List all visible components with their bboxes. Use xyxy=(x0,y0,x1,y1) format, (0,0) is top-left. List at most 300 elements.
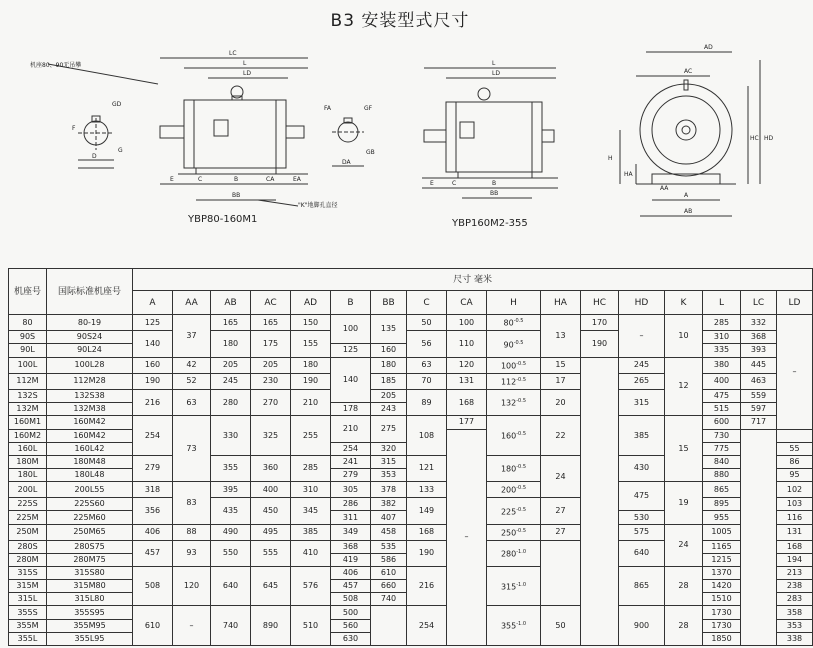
cell-frame: 225S xyxy=(9,498,47,511)
cell-ad: 190 xyxy=(291,373,331,389)
cell-frame: 250M xyxy=(9,524,47,540)
cell-aa: 83 xyxy=(173,482,211,525)
cell-b: 286 xyxy=(331,498,371,511)
cell-l: 1730 xyxy=(703,606,741,619)
cell-bb: 315 xyxy=(371,455,407,468)
cell-k: 12 xyxy=(665,357,703,416)
cell-l: 1215 xyxy=(703,553,741,566)
dim-ea: EA xyxy=(293,176,301,183)
header-col-hc: HC xyxy=(581,291,619,315)
cell-ab: 280 xyxy=(211,390,251,416)
cell-frame: 132M xyxy=(9,403,47,416)
cell-iec: 100L28 xyxy=(47,357,133,373)
cell-h: $250^{-0.5}$ xyxy=(487,524,541,540)
cell-aa: 63 xyxy=(173,390,211,416)
cell-hd: 640 xyxy=(619,540,665,566)
cell-ac: 165 xyxy=(251,315,291,331)
dim-b: B xyxy=(234,176,239,183)
tolerance: -0.5 xyxy=(516,527,527,534)
cell-ha: 13 xyxy=(541,315,581,358)
header-col-bb: BB xyxy=(371,291,407,315)
cell-ac: 495 xyxy=(251,524,291,540)
cell-iec: 90S24 xyxy=(47,331,133,344)
cell-ab: 550 xyxy=(211,540,251,566)
cell-ca: 110 xyxy=(447,331,487,357)
cell-ac: 645 xyxy=(251,567,291,606)
cell-lc: 559 xyxy=(741,390,777,403)
cell-aa: 120 xyxy=(173,567,211,606)
dim-aa: AA xyxy=(660,185,669,192)
dim-e: E xyxy=(170,176,174,183)
dim-h: H xyxy=(608,155,613,162)
cell-aa: 42 xyxy=(173,357,211,373)
cell-b: 508 xyxy=(331,593,371,606)
header-col-k: K xyxy=(665,291,703,315)
cell-bb: 320 xyxy=(371,442,407,455)
cell-frame: 160M2 xyxy=(9,429,47,442)
header-frame: 机座号 xyxy=(9,269,47,315)
dim-l2: L xyxy=(492,60,496,67)
cell-c: 254 xyxy=(407,606,447,646)
cell-ab: 245 xyxy=(211,373,251,389)
cell-ld: 358 xyxy=(777,606,813,619)
cell-b: 311 xyxy=(331,511,371,524)
cell-aa: 88 xyxy=(173,524,211,540)
cell-ab: 355 xyxy=(211,455,251,481)
dim-ad: AD xyxy=(704,44,713,51)
cell-k: 28 xyxy=(665,567,703,606)
cell-ld: 55 xyxy=(777,442,813,455)
cell-ac: 230 xyxy=(251,373,291,389)
cell-c: 63 xyxy=(407,357,447,373)
cell-a: 406 xyxy=(133,524,173,540)
caption-left: YBP80-160M1 xyxy=(188,214,258,225)
header-col-a: A xyxy=(133,291,173,315)
cell-iec: 160M42 xyxy=(47,429,133,442)
cell-c: 89 xyxy=(407,390,447,416)
cell-iec: 160L42 xyxy=(47,442,133,455)
cell-bb: 458 xyxy=(371,524,407,540)
cell-ad: 410 xyxy=(291,540,331,566)
cell-k: 28 xyxy=(665,606,703,646)
dim-d: D xyxy=(92,153,97,160)
cell-ac: 555 xyxy=(251,540,291,566)
cell-bb: 205 xyxy=(371,390,407,403)
header-col-c: C xyxy=(407,291,447,315)
cell-frame: 280M xyxy=(9,553,47,566)
cell-l: 1420 xyxy=(703,580,741,593)
cell-k: 15 xyxy=(665,416,703,482)
cell-bb: 243 xyxy=(371,403,407,416)
cell-ha: 24 xyxy=(541,455,581,498)
cell-ld: 194 xyxy=(777,553,813,566)
cell-lc: 597 xyxy=(741,403,777,416)
cell-ld: 353 xyxy=(777,619,813,632)
header-col-ca: CA xyxy=(447,291,487,315)
dim-lc: LC xyxy=(229,50,237,57)
cell-iec: 280S75 xyxy=(47,540,133,553)
cell-iec: 180M48 xyxy=(47,455,133,468)
cell-hd: 530 xyxy=(619,511,665,524)
cell-ab: 490 xyxy=(211,524,251,540)
cell-l: 775 xyxy=(703,442,741,455)
cell-ld: 86 xyxy=(777,455,813,468)
cell-l: 865 xyxy=(703,482,741,498)
header-col-ac: AC xyxy=(251,291,291,315)
cell-a: 254 xyxy=(133,416,173,455)
cell-hc: 190 xyxy=(581,331,619,357)
cell-b: 125 xyxy=(331,344,371,357)
dim-ld2: LD xyxy=(492,70,500,77)
cell-ad: 210 xyxy=(291,390,331,416)
drawing-end-view xyxy=(600,40,790,230)
cell-ca: 168 xyxy=(447,390,487,416)
cell-ab: 395 xyxy=(211,482,251,498)
cell-ab: 180 xyxy=(211,331,251,357)
cell-c: 133 xyxy=(407,482,447,498)
cell-hd: 385 xyxy=(619,416,665,455)
cell-ab: 740 xyxy=(211,606,251,646)
dim-c2: C xyxy=(452,180,457,187)
cell-ha: 20 xyxy=(541,390,581,416)
cell-aa: 37 xyxy=(173,315,211,358)
cell-l: 880 xyxy=(703,468,741,481)
cell-aa: – xyxy=(173,606,211,646)
cell-h: $315^{-1.0}$ xyxy=(487,567,541,606)
cell-l: 285 xyxy=(703,315,741,331)
cell-bb xyxy=(371,606,407,646)
cell-frame: 180M xyxy=(9,455,47,468)
tolerance: -1.0 xyxy=(516,549,527,556)
cell-ad: 510 xyxy=(291,606,331,646)
cell-c: 70 xyxy=(407,373,447,389)
dim-a: A xyxy=(684,192,689,199)
cell-c: 190 xyxy=(407,540,447,566)
cell-hd: 900 xyxy=(619,606,665,646)
cell-l: 1005 xyxy=(703,524,741,540)
cell-a: 279 xyxy=(133,455,173,481)
cell-lc: 445 xyxy=(741,357,777,373)
dim-e2: E xyxy=(430,180,434,187)
cell-frame: 90L xyxy=(9,344,47,357)
table-body xyxy=(9,315,813,646)
cell-ld: – xyxy=(777,315,813,430)
cell-c: 149 xyxy=(407,498,447,524)
cell-ab: 165 xyxy=(211,315,251,331)
cell-c: 216 xyxy=(407,567,447,606)
cell-lc: 368 xyxy=(741,331,777,344)
cell-frame: 100L xyxy=(9,357,47,373)
cell-l: 1850 xyxy=(703,632,741,645)
table-row xyxy=(9,315,813,331)
cell-h: $280^{-1.0}$ xyxy=(487,540,541,566)
cell-bb: 660 xyxy=(371,580,407,593)
header-col-hd: HD xyxy=(619,291,665,315)
cell-a: 610 xyxy=(133,606,173,646)
header-col-ld: LD xyxy=(777,291,813,315)
cell-ld: 102 xyxy=(777,482,813,498)
cell-a: 125 xyxy=(133,315,173,331)
dim-hd: HD xyxy=(764,135,774,142)
cell-bb: 185 xyxy=(371,373,407,389)
cell-ld: 283 xyxy=(777,593,813,606)
cell-ha: 22 xyxy=(541,416,581,455)
header-col-ab: AB xyxy=(211,291,251,315)
cell-bb: 378 xyxy=(371,482,407,498)
note-frame: 机座80、90无吊攀 xyxy=(30,62,82,69)
cell-h: $132^{-0.5}$ xyxy=(487,390,541,416)
cell-b: 305 xyxy=(331,482,371,498)
cell-iec: 280M75 xyxy=(47,553,133,566)
cell-b: 100 xyxy=(331,315,371,344)
cell-lc: 463 xyxy=(741,373,777,389)
dim-gf: GF xyxy=(364,105,373,112)
tolerance: -0.5 xyxy=(516,360,527,367)
cell-ca: – xyxy=(447,429,487,645)
cell-hc: 170 xyxy=(581,315,619,331)
cell-iec: 160M42 xyxy=(47,416,133,429)
dim-gb: GB xyxy=(366,149,375,156)
cell-hd: 430 xyxy=(619,455,665,481)
cell-a: 140 xyxy=(133,331,173,357)
cell-ld xyxy=(777,429,813,442)
cell-lc: 332 xyxy=(741,315,777,331)
cell-aa: 73 xyxy=(173,416,211,482)
dim-g: G xyxy=(118,147,123,154)
cell-l: 1370 xyxy=(703,567,741,580)
cell-frame: 90S xyxy=(9,331,47,344)
dim-ab: AB xyxy=(684,208,693,215)
cell-iec: 315M80 xyxy=(47,580,133,593)
cell-aa: 52 xyxy=(173,373,211,389)
cell-ad: 255 xyxy=(291,416,331,455)
dim-l: L xyxy=(243,60,247,67)
cell-ld: 116 xyxy=(777,511,813,524)
cell-aa: 93 xyxy=(173,540,211,566)
cell-ac: 325 xyxy=(251,416,291,455)
cell-bb: 740 xyxy=(371,593,407,606)
cell-lc: 717 xyxy=(741,416,777,429)
cell-iec: 132M38 xyxy=(47,403,133,416)
cell-iec: 355L95 xyxy=(47,632,133,645)
cell-iec: 200L55 xyxy=(47,482,133,498)
cell-ab: 330 xyxy=(211,416,251,455)
cell-ld: 238 xyxy=(777,580,813,593)
cell-h: $112^{-0.5}$ xyxy=(487,373,541,389)
dim-da: DA xyxy=(342,159,351,166)
cell-l: 515 xyxy=(703,403,741,416)
page-title: B3 安装型式尺寸 xyxy=(330,11,470,31)
cell-iec: 80-19 xyxy=(47,315,133,331)
tolerance: -1.0 xyxy=(516,621,527,628)
table-row xyxy=(9,416,813,429)
cell-ac: 205 xyxy=(251,357,291,373)
cell-b: 419 xyxy=(331,553,371,566)
cell-a: 318 xyxy=(133,482,173,498)
header-col-ha: HA xyxy=(541,291,581,315)
tolerance: -0.5 xyxy=(516,464,527,471)
cell-b: 210 xyxy=(331,416,371,442)
cell-b: 140 xyxy=(331,357,371,403)
cell-b: 630 xyxy=(331,632,371,645)
cell-frame: 200L xyxy=(9,482,47,498)
cell-l: 1165 xyxy=(703,540,741,553)
header-col-l: L xyxy=(703,291,741,315)
cell-ac: 400 xyxy=(251,482,291,498)
cell-b: 241 xyxy=(331,455,371,468)
cell-bb: 135 xyxy=(371,315,407,344)
cell-frame: 180L xyxy=(9,468,47,481)
dim-gd: GD xyxy=(112,101,122,108)
cell-ha xyxy=(541,540,581,606)
cell-bb: 275 xyxy=(371,416,407,442)
cell-h: $225^{-0.5}$ xyxy=(487,498,541,524)
cell-h: $180^{-0.5}$ xyxy=(487,455,541,481)
table-row xyxy=(9,524,813,540)
cell-ld: 168 xyxy=(777,540,813,553)
cell-l: 730 xyxy=(703,429,741,442)
cell-iec: 355S95 xyxy=(47,606,133,619)
cell-lc: 393 xyxy=(741,344,777,357)
note-holes: "K"地脚孔直径 xyxy=(298,202,338,209)
drawing-middle xyxy=(322,54,562,204)
cell-frame: 160M1 xyxy=(9,416,47,429)
cell-l: 400 xyxy=(703,373,741,389)
dim-ca: CA xyxy=(266,176,275,183)
cell-frame: 132S xyxy=(9,390,47,403)
cell-frame: 112M xyxy=(9,373,47,389)
cell-frame: 80 xyxy=(9,315,47,331)
dim-bb2: BB xyxy=(490,190,499,197)
cell-ld: 213 xyxy=(777,567,813,580)
cell-a: 160 xyxy=(133,357,173,373)
tolerance: -0.5 xyxy=(513,339,524,346)
cell-frame: 355L xyxy=(9,632,47,645)
cell-ac: 270 xyxy=(251,390,291,416)
cell-iec: 132S38 xyxy=(47,390,133,403)
cell-l: 380 xyxy=(703,357,741,373)
header-col-b: B xyxy=(331,291,371,315)
cell-ac: 360 xyxy=(251,455,291,481)
dim-ha: HA xyxy=(624,171,633,178)
cell-hc xyxy=(581,357,619,645)
cell-b: 500 xyxy=(331,606,371,619)
cell-l: 310 xyxy=(703,331,741,344)
cell-ld: 131 xyxy=(777,524,813,540)
cell-c: 168 xyxy=(407,524,447,540)
cell-c: 50 xyxy=(407,315,447,331)
cell-hd: 265 xyxy=(619,373,665,389)
cell-bb: 407 xyxy=(371,511,407,524)
cell-iec: 90L24 xyxy=(47,344,133,357)
cell-ca: 131 xyxy=(447,373,487,389)
cell-hd: 475 xyxy=(619,482,665,511)
dim-ac: AC xyxy=(684,68,693,75)
cell-c: 56 xyxy=(407,331,447,357)
cell-b: 560 xyxy=(331,619,371,632)
cell-ld: 338 xyxy=(777,632,813,645)
cell-ld: 95 xyxy=(777,468,813,481)
cell-iec: 112M28 xyxy=(47,373,133,389)
table-row xyxy=(9,606,813,619)
cell-ab: 205 xyxy=(211,357,251,373)
cell-bb: 160 xyxy=(371,344,407,357)
cell-l: 895 xyxy=(703,498,741,511)
cell-k: 24 xyxy=(665,524,703,567)
cell-b: 406 xyxy=(331,567,371,580)
cell-a: 508 xyxy=(133,567,173,606)
cell-h: $80^{-0.5}$ xyxy=(487,315,541,331)
cell-ca: 120 xyxy=(447,357,487,373)
cell-ad: 155 xyxy=(291,331,331,357)
cell-frame: 315S xyxy=(9,567,47,580)
cell-b: 279 xyxy=(331,468,371,481)
tolerance: -0.5 xyxy=(516,377,527,384)
cell-iec: 180L48 xyxy=(47,468,133,481)
cell-ad: 285 xyxy=(291,455,331,481)
dim-ld: LD xyxy=(243,70,251,77)
cell-ha: 15 xyxy=(541,357,581,373)
cell-ad: 150 xyxy=(291,315,331,331)
tolerance: -0.5 xyxy=(516,485,527,492)
cell-ac: 175 xyxy=(251,331,291,357)
header-col-aa: AA xyxy=(173,291,211,315)
cell-bb: 610 xyxy=(371,567,407,580)
cell-l: 335 xyxy=(703,344,741,357)
dim-f: F xyxy=(72,125,76,132)
cell-iec: 225M60 xyxy=(47,511,133,524)
cell-l: 840 xyxy=(703,455,741,468)
cell-hd: 865 xyxy=(619,567,665,606)
cell-ha: 50 xyxy=(541,606,581,646)
cell-bb: 382 xyxy=(371,498,407,511)
cell-lc xyxy=(741,429,777,645)
cell-ld: 103 xyxy=(777,498,813,511)
cell-ha: 27 xyxy=(541,524,581,540)
cell-hd: 315 xyxy=(619,390,665,416)
cell-hd: 245 xyxy=(619,357,665,373)
cell-l: 955 xyxy=(703,511,741,524)
cell-k: 10 xyxy=(665,315,703,358)
cell-b: 368 xyxy=(331,540,371,553)
dim-c: C xyxy=(198,176,203,183)
cell-h: $160^{-0.5}$ xyxy=(487,416,541,455)
tolerance: -0.5 xyxy=(516,398,527,405)
header-col-lc: LC xyxy=(741,291,777,315)
cell-l: 1730 xyxy=(703,619,741,632)
cell-iec: 315L80 xyxy=(47,593,133,606)
header-dimensions: 尺寸 毫米 xyxy=(133,269,813,291)
tolerance: -0.5 xyxy=(516,431,527,438)
cell-frame: 225M xyxy=(9,511,47,524)
cell-l: 1510 xyxy=(703,593,741,606)
cell-a: 216 xyxy=(133,390,173,416)
cell-iec: 355M95 xyxy=(47,619,133,632)
cell-frame: 315M xyxy=(9,580,47,593)
cell-l: 600 xyxy=(703,416,741,429)
cell-iec: 250M65 xyxy=(47,524,133,540)
cell-ad: 576 xyxy=(291,567,331,606)
cell-b: 457 xyxy=(331,580,371,593)
cell-a: 356 xyxy=(133,498,173,524)
cell-k: 19 xyxy=(665,482,703,525)
cell-b: 349 xyxy=(331,524,371,540)
cell-iec: 315S80 xyxy=(47,567,133,580)
tolerance: -0.5 xyxy=(513,318,524,325)
cell-c: 121 xyxy=(407,455,447,481)
cell-hd: – xyxy=(619,315,665,358)
table-row xyxy=(9,567,813,580)
